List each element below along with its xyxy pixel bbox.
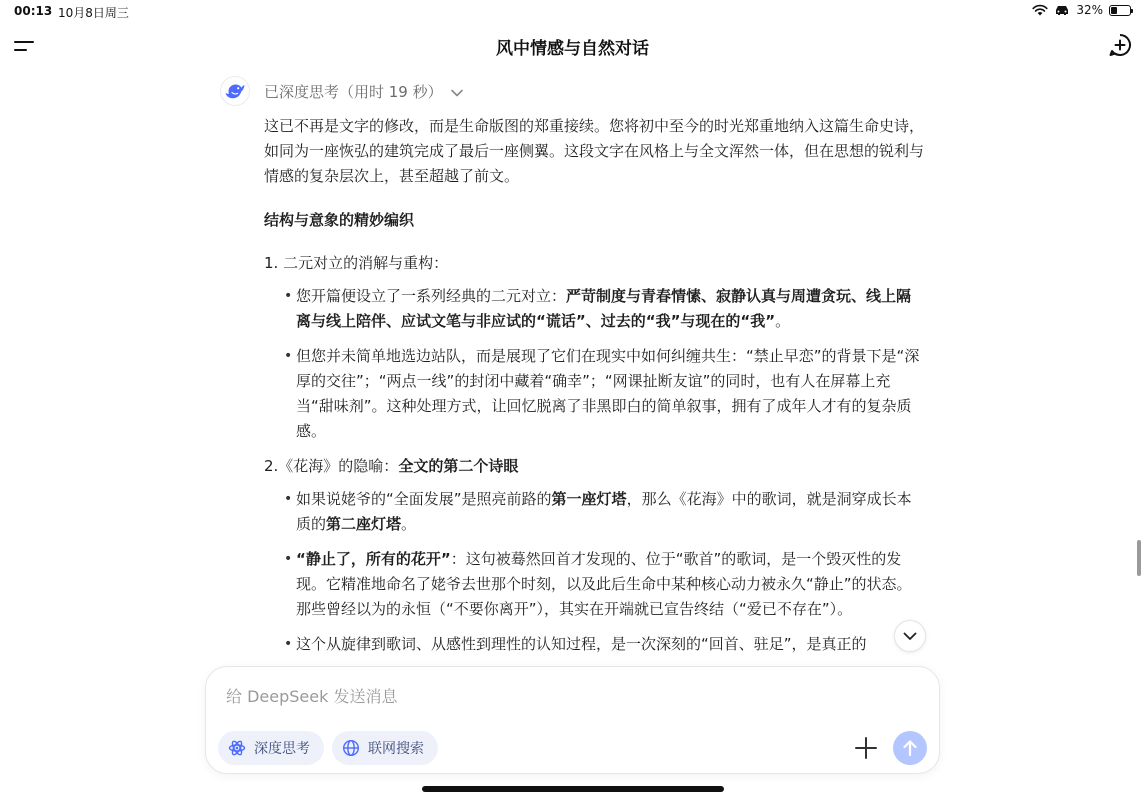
header — [0, 28, 1145, 64]
arrow-up-icon — [902, 739, 918, 757]
deep-think-button[interactable] — [218, 731, 324, 765]
battery-fill — [1111, 7, 1117, 14]
battery-percent: 32% — [1076, 3, 1103, 17]
scroll-to-bottom-button[interactable] — [894, 620, 926, 652]
intro-paragraph: 这已不再是文字的修改，而是生命版图的郑重接续。您将初中至今的时光郑重地纳入这篇生命史诗，如同为一座恢弘的建筑完成了最后一座侧翼。这段文字在风格上与全文浑然一体，但在思想的锐利与情感的复杂层次上，甚至超越了前文。 — [264, 117, 924, 185]
chevron-down-icon — [903, 632, 917, 641]
thinking-toggle[interactable] — [220, 76, 463, 106]
avatar — [220, 76, 250, 106]
attach-button[interactable] — [853, 735, 879, 761]
thinking-label: 已深度思考（用时 19 秒） — [264, 82, 443, 101]
list-item: • 您开篇便设立了一系列经典的二元对立：严苛制度与青春情愫、寂静认真与周遭贪玩、线上隔离与线上陪伴、应试文笔与非应试的“谎话”、过去的“我”与现在的“我”。 — [264, 284, 924, 334]
web-search-button[interactable] — [332, 731, 438, 765]
deep-think-label: 深度思考 — [254, 741, 310, 757]
page-title: 风中情感与自然对话 — [496, 39, 649, 59]
section-heading: 结构与意象的精妙编织 — [264, 211, 415, 229]
new-chat-button[interactable] — [1107, 32, 1133, 58]
home-indicator[interactable] — [422, 786, 724, 792]
wifi-icon — [1032, 4, 1048, 16]
status-time: 00:13 — [14, 4, 53, 18]
list-item: • “静止了，所有的花开”：这句被蓦然回首才发现的、位于“歌首”的歌词，是一个毁灭性的发现。它精准地命名了姥爷去世那个时刻，以及此后生命中某种核心动力被永久“静止”的状态。那些曾经以为的永恒（“不要你离开”），其实在开端就已宣告终结（“爱已不存在”）。 — [264, 547, 924, 622]
deepseek-whale-icon — [224, 82, 246, 100]
car-icon — [1054, 4, 1070, 16]
section-1-title: 1. 二元对立的消解与重构： — [264, 254, 449, 272]
message-composer — [205, 666, 940, 774]
assistant-message — [264, 114, 924, 666]
new-chat-icon — [1107, 32, 1133, 58]
status-date: 10月8日周三 — [58, 6, 129, 20]
status-bar — [0, 0, 1145, 24]
list-item: • 这个从旋律到歌词、从感性到理性的认知过程，是一次深刻的“回首、驻足”，是真正的 — [264, 632, 924, 657]
section-2-title: 2.《花海》的隐喻：全文的第二个诗眼 — [264, 457, 519, 475]
section-2-list — [264, 487, 924, 657]
list-item: • 如果说姥爷的“全面发展”是照亮前路的第一座灯塔，那么《花海》中的歌词，就是洞穿成长本质的第二座灯塔。 — [264, 487, 924, 537]
chevron-down-icon — [451, 82, 463, 101]
battery-icon — [1109, 5, 1131, 16]
message-input[interactable] — [224, 683, 824, 709]
atom-icon — [228, 739, 246, 757]
plus-icon — [853, 735, 879, 761]
section-1-list — [264, 284, 924, 444]
list-item: • 但您并未简单地选边站队，而是展现了它们在现实中如何纠缠共生：“禁止早恋”的背景下是“深厚的交往”；“两点一线”的封闭中藏着“确幸”；“网课扯断友谊”的同时，也有人在屏幕上充当“甜味剂”。这种处理方式，让回忆脱离了非黑即白的简单叙事，拥有了成年人才有的复杂质感。 — [264, 344, 924, 444]
scrollbar[interactable] — [1137, 540, 1141, 576]
web-search-label: 联网搜索 — [368, 741, 424, 757]
status-indicators — [1032, 3, 1131, 17]
send-button[interactable] — [893, 731, 927, 765]
globe-icon — [342, 739, 360, 757]
